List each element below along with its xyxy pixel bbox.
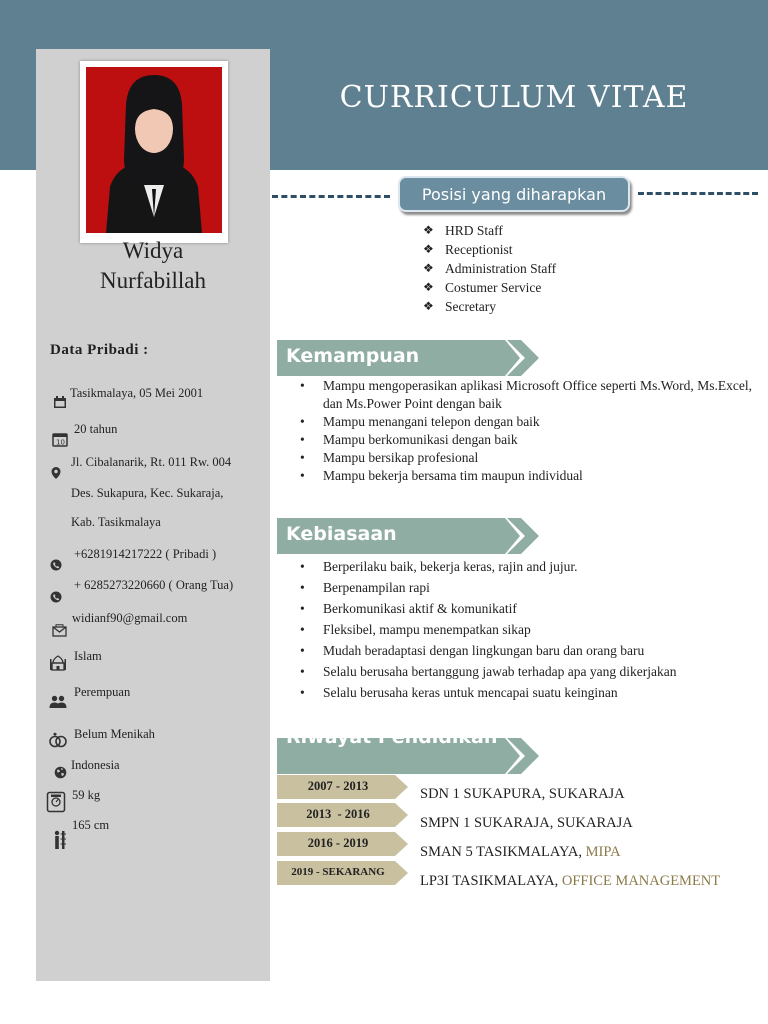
- list-item: • Selalu berusaha keras untuk mencapai suatu keinginan: [300, 682, 752, 703]
- list-item: ❖ Receptionist: [423, 242, 513, 257]
- nationality-text: Indonesia: [71, 758, 120, 772]
- birth-text: Tasikmalaya, 05 Mei 2001: [70, 386, 204, 400]
- divider-left: [272, 195, 390, 198]
- kemampuan-label: Kemampuan: [286, 345, 420, 367]
- list-item: • Mudah beradaptasi dengan lingkungan baru dan orang baru: [300, 640, 752, 661]
- address-line-2: Des. Sukapura, Kec. Sukaraja,: [71, 486, 224, 500]
- religion-text: Islam: [74, 649, 102, 663]
- scale-icon: [48, 794, 64, 810]
- age-text: 20 tahun: [74, 422, 118, 436]
- list-item: • Mampu menangani telepon dengan baik: [300, 413, 752, 431]
- edu-major: MIPA: [585, 844, 621, 860]
- profile-photo: [86, 67, 222, 233]
- calendar-10-icon: [52, 431, 68, 447]
- edu-major: OFFICE MANAGEMENT: [561, 873, 721, 889]
- list-item: • Mampu bekerja bersama tim maupun individual: [300, 467, 752, 485]
- height-text: 165 cm: [72, 818, 110, 832]
- globe-icon: [52, 764, 68, 780]
- address-line-1: Jl. Cibalanarik, Rt. 011 Rw. 004: [71, 455, 232, 469]
- diamond-bullet-icon: ❖: [423, 299, 434, 313]
- list-item: • Mampu mengoperasikan aplikasi Microsoft Office seperti Ms.Word, Ms.Excel, dan Ms.Power Point dengan baik: [300, 377, 752, 413]
- height-icon: [52, 832, 68, 848]
- cv-title: CURRICULUM VITAE: [339, 80, 689, 115]
- diamond-bullet-icon: ❖: [423, 280, 434, 294]
- edu-years: 2013 - 2016: [306, 807, 370, 821]
- diamond-bullet-icon: ❖: [423, 261, 434, 275]
- kebiasaan-label: Kebiasaan: [286, 523, 397, 545]
- posisi-header: [398, 176, 630, 212]
- edu-year-tag: [277, 803, 409, 827]
- name-last: Nurfabillah: [99, 268, 206, 293]
- phone-icon: [48, 557, 64, 573]
- list-item: • Mampu berkomunikasi dengan baik: [300, 431, 752, 449]
- kebiasaan-header: [277, 518, 517, 554]
- profile-photo-frame: [80, 61, 228, 243]
- kemampuan-header: [277, 340, 517, 376]
- address-line-3: Kab. Tasikmalaya: [71, 515, 161, 529]
- diamond-bullet-icon: ❖: [423, 223, 434, 237]
- edu-years: 2016 - 2019: [307, 836, 369, 850]
- phone-icon: [48, 589, 64, 605]
- list-item: ❖ Secretary: [423, 299, 496, 314]
- kemampuan-list: [300, 377, 752, 485]
- location-pin-icon: [48, 465, 64, 481]
- diamond-bullet-icon: ❖: [423, 242, 434, 256]
- edu-year-tag: [277, 832, 409, 856]
- edu-school: SMAN 5 TASIKMALAYA, MIPA: [420, 844, 621, 860]
- pendidikan-label: Riwayat Pendidikan: [286, 726, 498, 748]
- mosque-icon: [50, 655, 66, 671]
- full-name: [36, 236, 270, 296]
- gender-text: Perempuan: [74, 685, 131, 699]
- phone-parent-text: + 6285273220660 ( Orang Tua): [74, 578, 234, 592]
- marital-text: Belum Menikah: [74, 727, 155, 741]
- edu-year-tag: [277, 775, 409, 799]
- posisi-list: [423, 221, 556, 316]
- list-item: • Berperilaku baik, bekerja keras, rajin and jujur.: [300, 556, 752, 577]
- edu-school: SDN 1 SUKAPURA, SUKARAJA: [420, 786, 625, 802]
- calendar-icon: [52, 394, 68, 410]
- edu-years: 2007 - 2013: [307, 779, 369, 793]
- posisi-label: Posisi yang diharapkan: [421, 184, 607, 204]
- phone-personal-text: +6281914217222 ( Pribadi ): [74, 547, 217, 561]
- list-item: • Berpenampilan rapi: [300, 577, 752, 598]
- people-icon: [50, 694, 66, 710]
- svg-text:10: 10: [56, 438, 65, 447]
- list-item: ❖ Costumer Service: [423, 280, 542, 295]
- kebiasaan-list: [300, 556, 752, 703]
- list-item: • Fleksibel, mampu menempatkan sikap: [300, 619, 752, 640]
- list-item: ❖ Administration Staff: [423, 261, 557, 276]
- list-item: • Mampu bersikap profesional: [300, 449, 752, 467]
- weight-text: 59 kg: [72, 788, 101, 802]
- mail-icon: [51, 622, 67, 638]
- data-pribadi-title: Data Pribadi :: [50, 342, 149, 358]
- divider-right: [638, 192, 758, 195]
- list-item: • Selalu berusaha bertanggung jawab terhadap apa yang dikerjakan: [300, 661, 752, 682]
- name-first: Widya: [122, 238, 184, 263]
- edu-school: LP3I TASIKMALAYA, OFFICE MANAGEMENT: [420, 873, 721, 889]
- list-item: ❖ HRD Staff: [423, 223, 503, 238]
- edu-year-tag: [277, 861, 409, 885]
- list-item: • Berkomunikasi aktif & komunikatif: [300, 598, 752, 619]
- email-text: widianf90@gmail.com: [72, 611, 188, 625]
- pendidikan-header: [277, 726, 517, 774]
- edu-school: SMPN 1 SUKARAJA, SUKARAJA: [420, 815, 633, 831]
- edu-years: 2019 - SEKARANG: [291, 866, 385, 878]
- rings-icon: [50, 732, 66, 748]
